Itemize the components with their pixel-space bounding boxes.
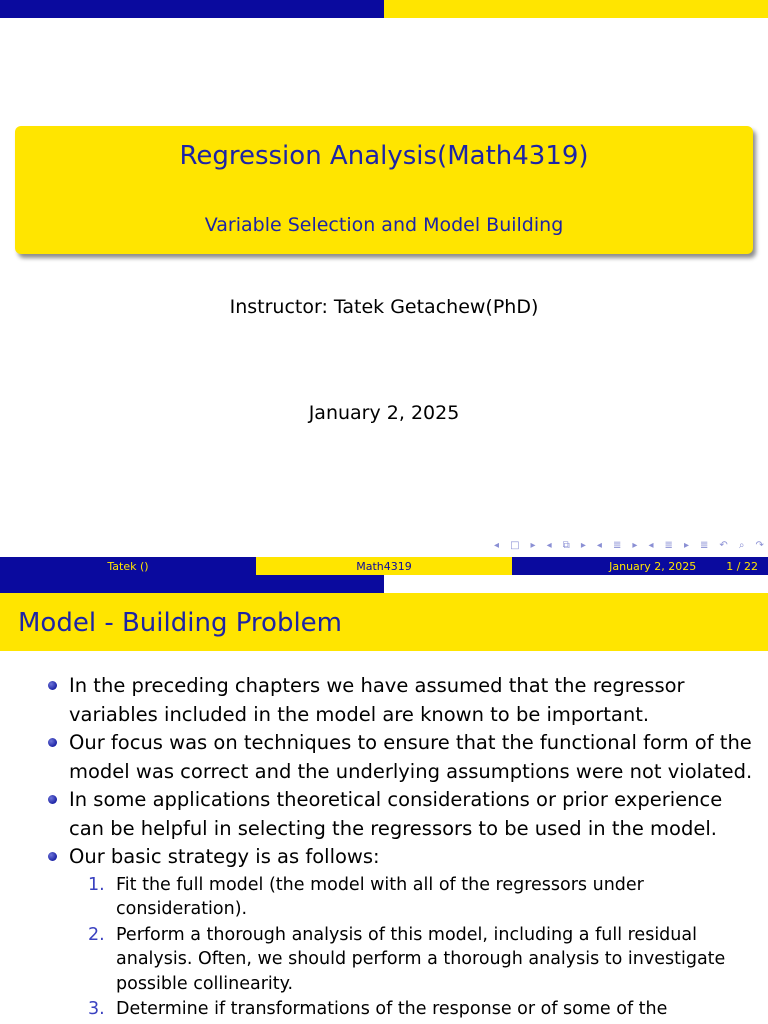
bullet-item: In some applications theoretical considerations or prior experience can be helpful in selecting the regressors to be used in the model. <box>48 786 758 843</box>
instructor-line: Instructor: Tatek Getachew(PhD) <box>229 296 539 318</box>
strategy-step <box>88 873 758 922</box>
presentation-subtitle: Variable Selection and Model Building <box>204 214 564 236</box>
nav-appendix-icon[interactable]: ≣ <box>700 539 709 551</box>
nav-slide-icon[interactable]: ≣ <box>664 539 673 551</box>
footer-date: January 2, 2025 <box>609 559 697 573</box>
nav-prev-slide-icon[interactable]: ◂ <box>648 539 654 551</box>
nav-next-frame-icon[interactable]: ▸ <box>530 539 536 551</box>
bullet-list <box>48 672 758 1022</box>
slide-footer <box>0 557 768 575</box>
nav-prev-section-icon[interactable]: ◂ <box>596 539 602 551</box>
nav-next-section-icon[interactable]: ▸ <box>632 539 638 551</box>
strategy-steps <box>88 873 758 1022</box>
nav-forward-icon[interactable]: ↷ <box>755 539 764 551</box>
nav-next-subsection-icon[interactable]: ▸ <box>580 539 586 551</box>
nav-next-slide-icon[interactable]: ▸ <box>683 539 689 551</box>
beamer-navigation-bar <box>494 538 764 552</box>
strategy-step <box>88 997 758 1022</box>
nav-search-icon[interactable]: ⌕ <box>738 539 745 551</box>
bullet-dot-icon <box>48 681 57 690</box>
header-bar-left-2 <box>0 575 384 593</box>
bullet-item: Our basic strategy is as follows: <box>48 843 758 872</box>
header-bar-right-2 <box>384 575 768 593</box>
frame-title: Model - Building Problem <box>18 608 343 638</box>
nav-prev-subsection-icon[interactable]: ◂ <box>546 539 552 551</box>
step-number: 1. <box>88 874 105 895</box>
presentation-date: January 2, 2025 <box>308 402 460 424</box>
header-bar-left <box>0 0 384 18</box>
bullet-dot-icon <box>48 795 57 804</box>
nav-back-icon[interactable]: ↶ <box>719 539 728 551</box>
nav-section-icon[interactable]: ≣ <box>612 539 622 551</box>
bullet-dot-icon <box>48 852 57 861</box>
footer-page-number: 1 / 22 <box>726 559 758 573</box>
bullet-item: Our focus was on techniques to ensure that the functional form of the model was correct and the underlying assumptions were not violated. <box>48 729 758 786</box>
step-text: Fit the full model (the model with all of the regressors under consideration). <box>116 874 644 919</box>
bullet-item: In the preceding chapters we have assumed that the regressor variables included in the model are known to be important. <box>48 672 758 729</box>
footer-author: Tatek () <box>0 557 256 575</box>
step-number: 3. <box>88 999 105 1019</box>
nav-prev-frame-icon[interactable]: ◂ <box>494 539 500 551</box>
footer-right <box>512 557 768 575</box>
nav-frame-icon[interactable]: □ <box>510 539 520 551</box>
presentation-title: Regression Analysis(Math4319) <box>179 141 589 171</box>
nav-subsection-icon[interactable]: ⧉ <box>562 539 570 551</box>
strategy-step <box>88 923 758 997</box>
step-number: 2. <box>88 924 105 945</box>
bullet-dot-icon <box>48 738 57 747</box>
footer-course: Math4319 <box>256 557 512 575</box>
step-text: Perform a thorough analysis of this model, including a full residual analysis. Often, we should perform a thorough analysis to investigate possible collinearity. <box>116 924 726 994</box>
step-text: Determine if transformations of the response or of some of the <box>116 999 668 1019</box>
header-bar-right <box>384 0 768 18</box>
